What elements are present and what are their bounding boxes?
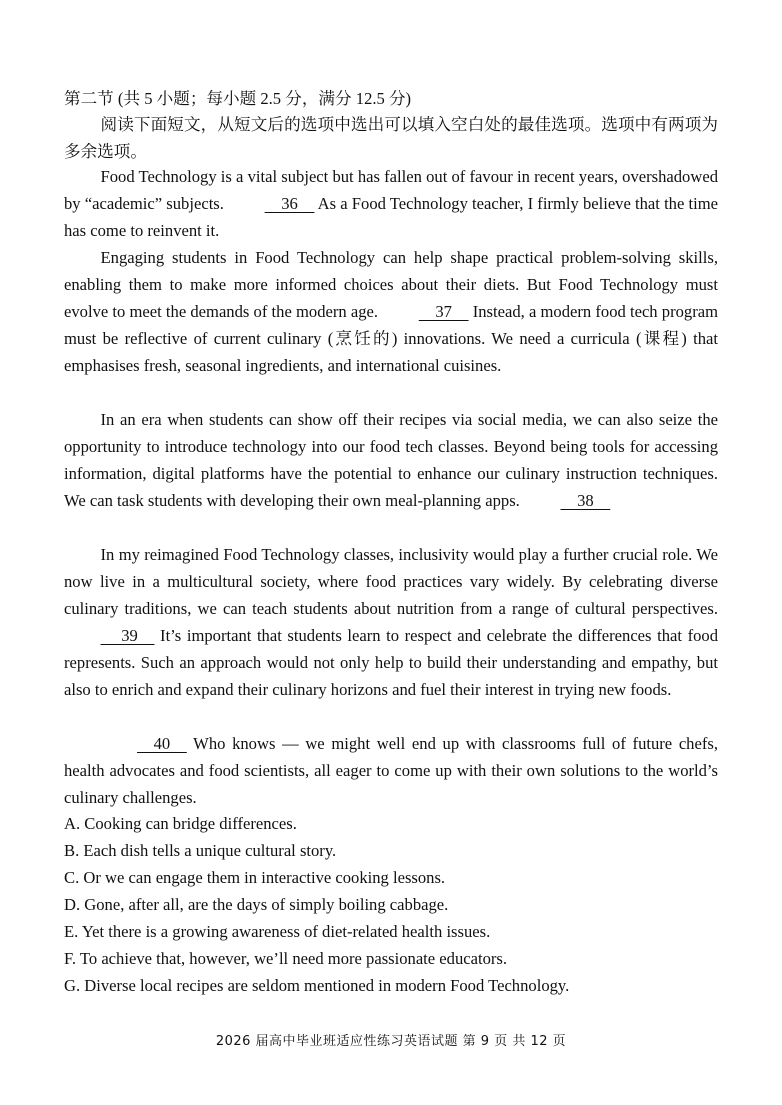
option-b[interactable]: B. Each dish tells a unique cultural story. bbox=[64, 841, 337, 860]
passage-paragraph-5: 40 Who knows — we might well end up with classrooms full of future chefs, health advocates and food scientists, all eager to come up with their own solutions to the world’s culinary challenges. bbox=[64, 730, 718, 811]
passage-paragraph-4: In my reimagined Food Technology classes, inclusivity would play a further crucial role. We now live in a multicultural society, where food practices vary widely. By celebrating diverse culinary traditions, we can teach students about nutrition from a range of cultural perspectives. 39 It’s important that students learn to respect and celebrate the differences that food represents. Such an approach would not only help to build their understanding and empathy, but also to enrich and expand their culinary horizons and fuel their interest in trying new foods. bbox=[64, 545, 718, 699]
passage-paragraph-1: Food Technology is a vital subject but has fallen out of favour in recent years, overshadowed by “academic” subjects. 36 As a Food Technology teacher, I firmly believe that the time has come to reinvent it. bbox=[64, 167, 719, 240]
option-e[interactable]: E. Yet there is a growing awareness of diet-related health issues. bbox=[64, 922, 491, 941]
blank-37[interactable]: 37 bbox=[418, 302, 469, 321]
option-d[interactable]: D. Gone, after all, are the days of simply boiling cabbage. bbox=[64, 895, 449, 914]
instructions: 阅读下面短文，从短文后的选项中选出可以填入空白处的最佳选项。选项中有两项为多余选项。 bbox=[64, 115, 718, 161]
option-a[interactable]: A. Cooking can bridge differences. bbox=[64, 814, 297, 833]
blank-40[interactable]: 40 bbox=[137, 734, 187, 753]
section-heading: 第二节 (共 5 小题；每小题 2.5 分，满分 12.5 分) bbox=[64, 89, 412, 108]
blank-36[interactable]: 36 bbox=[264, 194, 315, 213]
answer-options bbox=[64, 810, 724, 999]
option-f[interactable]: F. To achieve that, however, we’ll need more passionate educators. bbox=[64, 949, 508, 968]
blank-39[interactable]: 39 bbox=[100, 626, 155, 645]
blank-38[interactable]: 38 bbox=[560, 491, 611, 510]
page-footer: 2026 届高中毕业班适应性练习英语试题 第 9 页 共 12 页 bbox=[215, 1034, 567, 1049]
passage-paragraph-2: Engaging students in Food Technology can help shape practical problem-solving skills, enabling them to make more informed choices about their diets. But Food Technology must evolve to meet the demands of the modern age. 37 Instead, a modern food tech program must be reflective of current culinary (烹饪的) innovations. We need a curricula (课程) that emphasises fresh, seasonal ingredients, and international cuisines. bbox=[64, 248, 719, 375]
option-g[interactable]: G. Diverse local recipes are seldom mentioned in modern Food Technology. bbox=[64, 976, 570, 995]
passage-paragraph-3: In an era when students can show off their recipes via social media, we can also seize the opportunity to introduce technology into our food tech classes. Beyond being tools for accessing information, digital platforms have the potential to enhance our culinary instruction techniques. We can task students with developing their own meal-planning apps. 38 bbox=[64, 406, 718, 514]
option-c[interactable]: C. Or we can engage them in interactive cooking lessons. bbox=[64, 868, 446, 887]
